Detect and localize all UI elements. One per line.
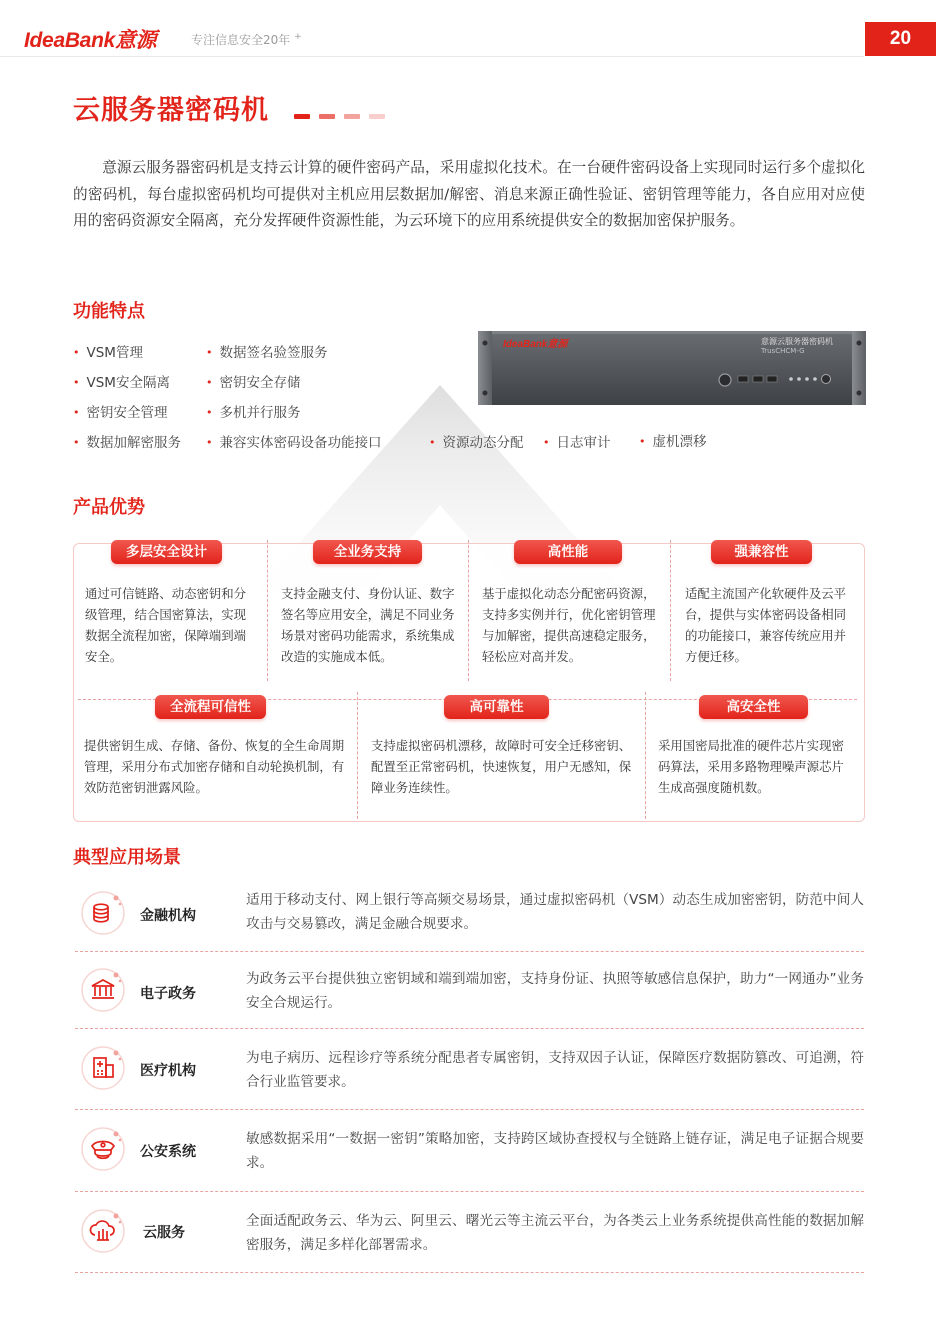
header-divider: [0, 56, 864, 57]
feature-item: • 数据签名验签服务: [206, 341, 328, 361]
divider: [468, 540, 469, 681]
feature-item: • 日志审计: [543, 431, 611, 451]
scenario-name: 云服务: [143, 1225, 185, 1241]
device-brand: IdeaBank意源: [503, 339, 568, 350]
government-icon: [80, 967, 126, 1013]
advantage-tag: 强兼容性: [711, 540, 812, 564]
divider: [75, 1272, 864, 1273]
divider: [75, 1109, 864, 1110]
intro-paragraph: 意源云服务器密码机是支持云计算的硬件密码产品，采用虚拟化技术。在一台硬件密码设备上实现同时运行多个虚拟化的密码机，每台虚拟密码机均可提供对主机应用层数据加/解密、消息来源正确性验证、密钥管理等能力，各自应用对应使用的密码资源安全隔离，充分发挥硬件资源性能，为云环境下的应用系统提供安全的数据加密保护服务。: [73, 159, 865, 229]
divider: [267, 540, 268, 681]
scenario-name: 金融机构: [140, 908, 196, 924]
slogan-plus: +: [294, 32, 302, 42]
page-title: 云服务器密码机: [73, 95, 269, 126]
title-dash: [369, 114, 385, 119]
feature-item: • VSM管理: [73, 341, 143, 361]
scenario-description: 适用于移动支付、网上银行等高频交易场景，通过虚拟密码机（VSM）动态生成加密密钥，防范中间人攻击与交易篡改，满足金融合规要求。: [246, 892, 864, 932]
divider: [645, 692, 646, 819]
features-title: 功能特点: [73, 301, 145, 322]
advantage-text: 适配主流国产化软硬件及云平台，提供与实体密码设备相同的功能接口，兼容传统应用并方便迁移。: [685, 586, 847, 664]
scenario-name: 电子政务: [140, 986, 196, 1002]
feature-item: • VSM安全隔离: [73, 371, 170, 391]
advantage-text: 支持金融支付、身份认证、数字签名等应用安全，满足不同业务场景对密码功能需求，系统集成改造的实施成本低。: [281, 586, 455, 664]
advantage-tag: 全业务支持: [313, 540, 422, 564]
divider: [670, 540, 671, 681]
advantage-text: 基于虚拟化动态分配密码资源，支持多实例并行，优化密钥管理与加解密，提供高速稳定服务，轻松应对高并发。: [482, 586, 656, 664]
divider: [75, 951, 864, 952]
scenarios-title: 典型应用场景: [73, 847, 181, 868]
hospital-icon: [80, 1045, 126, 1091]
feature-item: • 密钥安全存储: [206, 371, 301, 391]
advantage-tag: 多层安全设计: [111, 540, 222, 564]
divider: [75, 1191, 864, 1192]
advantage-tag: 高性能: [514, 540, 622, 564]
advantage-tag: 高可靠性: [444, 695, 549, 719]
device-model: TrusCHCM-G: [761, 347, 805, 355]
coins-icon: [80, 890, 126, 936]
advantage-tag: 高安全性: [699, 695, 808, 719]
title-dash: [294, 114, 310, 119]
feature-item: • 兼容实体密码设备功能接口: [206, 431, 382, 451]
advantages-title: 产品优势: [73, 497, 145, 518]
advantage-tag: 全流程可信性: [155, 695, 266, 719]
scenario-description: 为政务云平台提供独立密钥域和端到端加密，支持身份证、执照等敏感信息保护，助力“一网通办”业务安全合规运行。: [246, 971, 864, 1011]
feature-item: • 虚机漂移: [639, 430, 707, 450]
scenario-name: 公安系统: [140, 1144, 196, 1160]
advantage-text: 通过可信链路、动态密钥和分级管理，结合国密算法，实现数据全流程加密，保障端到端安全。: [85, 586, 247, 664]
feature-item: • 资源动态分配: [429, 431, 524, 451]
police-cap-icon: [80, 1126, 126, 1172]
page-number: 20: [865, 22, 936, 56]
slogan: [191, 31, 302, 48]
scenario-description: 敏感数据采用“一数据一密钥”策略加密，支持跨区域协查授权与全链路上链存证，满足电子证据合规要求。: [246, 1131, 864, 1171]
title-decoration: [294, 104, 394, 123]
advantage-text: 支持虚拟密码机漂移，故障时可安全迁移密钥、配置至正常密码机，快速恢复，用户无感知，保障业务连续性。: [371, 738, 632, 795]
advantage-text: 采用国密局批准的硬件芯片实现密码算法，采用多路物理噪声源芯片生成高强度随机数。: [658, 738, 844, 795]
feature-item: • 密钥安全管理: [73, 401, 168, 421]
scenario-name: 医疗机构: [140, 1063, 196, 1079]
feature-item: • 数据加解密服务: [73, 431, 181, 451]
slogan-text: 专注信息安全20年: [191, 33, 291, 47]
scenario-description: 全面适配政务云、华为云、阿里云、曙光云等主流云平台，为各类云上业务系统提供高性能的数据加解密服务，满足多样化部署需求。: [246, 1213, 864, 1253]
divider: [357, 692, 358, 819]
divider: [75, 1028, 864, 1029]
feature-item: • 多机并行服务: [206, 401, 301, 421]
device-name: 意源云服务器密码机: [761, 337, 833, 346]
title-dash: [319, 114, 335, 119]
brand-logo: IdeaBank意源: [24, 29, 157, 52]
page-header: [0, 0, 936, 60]
cloud-service-icon: [80, 1208, 126, 1254]
title-dash: [344, 114, 360, 119]
scenario-description: 为电子病历、远程诊疗等系统分配患者专属密钥，支持双因子认证，保障医疗数据防篡改、可追溯，符合行业监管要求。: [246, 1050, 864, 1090]
advantage-text: 提供密钥生成、存储、备份、恢复的全生命周期管理，采用分布式加密存储和自动轮换机制，有效防范密钥泄露风险。: [84, 738, 345, 795]
